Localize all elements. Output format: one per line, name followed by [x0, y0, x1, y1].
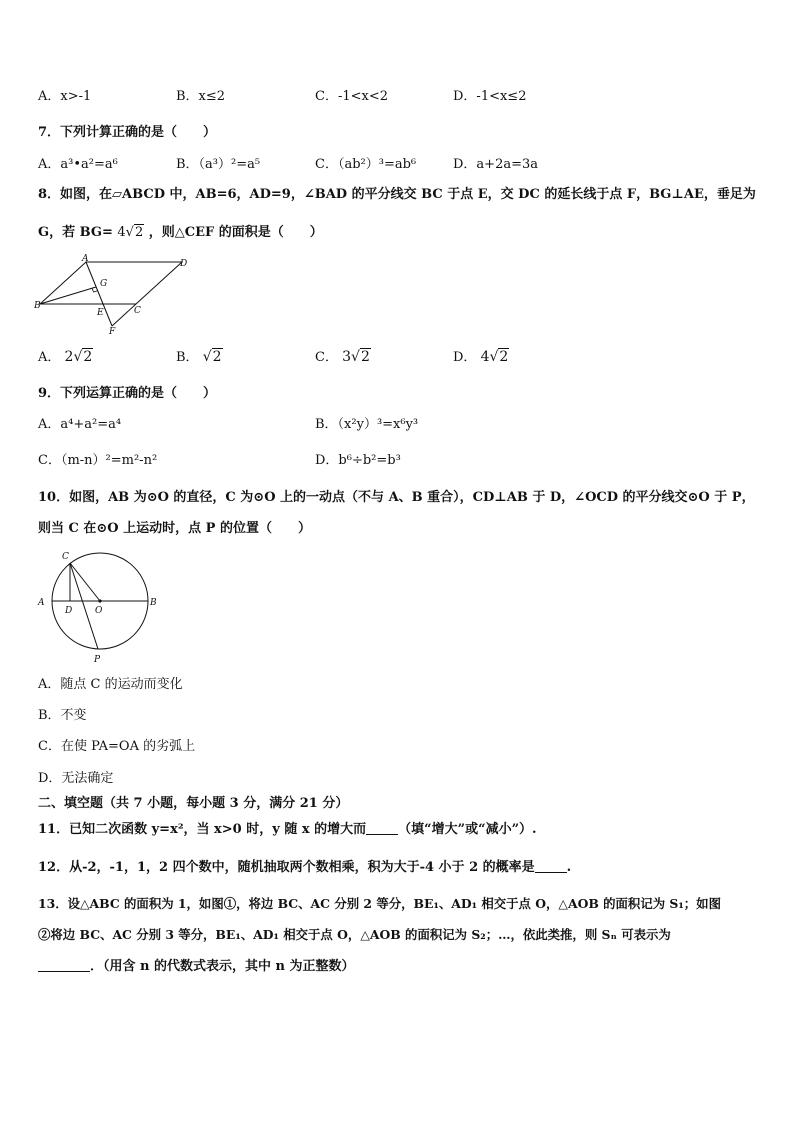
q6-option-b: B．x≤2 [176, 89, 226, 104]
q11-text-post: （填“增大”或“减小”）. [398, 822, 537, 837]
q10-label-b: B [150, 598, 157, 608]
q10-stem-line2: 则当 C 在⊙O 上运动时，点 P 的位置（ ） [38, 521, 311, 536]
q7-option-c: C．（ab²）³=ab⁶ [315, 157, 417, 172]
q8-option-c-label: C． [315, 350, 338, 365]
q8-option-d-coef: 4 [480, 349, 490, 365]
q8-label-e: E [97, 308, 104, 318]
q10-option-a: A．随点 C 的运动而变化 [38, 677, 183, 692]
q10-label-o: O [95, 606, 103, 616]
q7-option-a: A．a³•a²=a⁶ [38, 157, 118, 172]
q7-option-b: B．（a³）²=a⁵ [176, 157, 261, 172]
q11-answer-blank[interactable] [366, 834, 398, 835]
q12-stem [38, 859, 571, 877]
q8-option-c-radicand: 2 [360, 349, 370, 365]
q11-stem [38, 821, 537, 839]
q8-option-c: C． 3√2 [315, 349, 370, 365]
q13-line2: ②将边 BC、AC 分别 3 等分，BE₁、AD₁ 相交于点 O，△AOB 的面积记为 S₂；…，依此类推，则 Sₙ 可表示为 [38, 927, 671, 942]
q8-stem-line1: 8．如图，在▱ABCD 中，AB=6，AD=9，∠BAD 的平分线交 BC 于点 E，交 DC 的延长线于点 F，BG⊥AE，垂足为 [38, 187, 756, 202]
q6-option-c: C．-1<x<2 [315, 89, 388, 104]
q10-label-c: C [62, 552, 69, 562]
q8-option-d-label: D． [453, 350, 477, 365]
q8-option-a-label: A． [38, 350, 61, 365]
q8-bg-value: 4√2 [117, 225, 144, 240]
q10-circle-figure [34, 546, 164, 666]
q6-option-a: A．x>-1 [38, 89, 92, 104]
q13-line3 [38, 958, 355, 976]
q10-option-d: D．无法确定 [38, 771, 114, 786]
q8-label-a: A [82, 254, 89, 264]
q8-option-a: A． 2√2 [38, 349, 93, 365]
q8-bg-radicand: 2 [134, 225, 144, 240]
q9-option-b: B．（x²y）³=x⁶y³ [315, 417, 419, 432]
q9-option-d: D．b⁶÷b²=b³ [315, 453, 401, 468]
q13-answer-blank[interactable] [38, 971, 90, 972]
q8-option-d: D． 4√2 [453, 349, 509, 365]
q8-label-f: F [109, 327, 116, 336]
q8-bg-coef: 4 [117, 225, 126, 240]
q8-option-b: B． √2 [176, 349, 222, 365]
q8-option-c-coef: 3 [342, 349, 352, 365]
q11-text: 11．已知二次函数 y=x²，当 x>0 时，y 随 x 的增大而 [38, 822, 367, 837]
q8-stem-pre: G，若 BG= [38, 225, 113, 240]
q10-label-d: D [65, 606, 73, 616]
q8-option-b-radicand: 2 [212, 349, 222, 365]
q12-answer-blank[interactable] [535, 872, 567, 873]
q8-stem-line2 [38, 224, 323, 242]
q9-stem: 9．下列运算正确的是（ ） [38, 386, 217, 401]
q8-stem-post: ，则△CEF 的面积是（ ） [148, 225, 323, 240]
q10-option-c: C．在使 PA=OA 的劣弧上 [38, 739, 196, 754]
q8-label-d: D [180, 259, 188, 269]
q8-option-d-radicand: 2 [499, 349, 509, 365]
q8-label-g: G [100, 279, 108, 289]
q10-label-a: A [38, 598, 45, 608]
q10-label-p: P [94, 655, 101, 665]
q8-parallelogram-figure [34, 254, 194, 336]
q12-text: 12．从-2，-1，1，2 四个数中，随机抽取两个数相乘，积为大于-4 小于 2 的概率是 [38, 860, 535, 875]
q8-label-b: B [34, 301, 41, 311]
q13-text-post: ．（用含 n 的代数式表示，其中 n 为正整数） [90, 959, 355, 974]
q8-option-a-radicand: 2 [83, 349, 93, 365]
q7-option-d: D．a+2a=3a [453, 157, 539, 172]
q10-stem-line1: 10．如图，AB 为⊙O 的直径，C 为⊙O 上的一动点（不与 A、B 重合），CD⊥AB 于 D，∠OCD 的平分线交⊙O 于 P， [38, 490, 755, 505]
q8-option-a-coef: 2 [64, 349, 74, 365]
q7-stem: 7．下列计算正确的是（ ） [38, 125, 217, 140]
q8-option-b-label: B． [176, 350, 199, 365]
q10-option-b: B．不变 [38, 708, 87, 723]
q13-line1: 13．设△ABC 的面积为 1，如图①，将边 BC、AC 分别 2 等分，BE₁、AD₁ 相交于点 O，△AOB 的面积记为 S₁；如图 [38, 896, 721, 911]
q9-option-c: C．（m-n）²=m²-n² [38, 453, 158, 468]
q6-option-d: D．-1<x≤2 [453, 89, 527, 104]
q8-label-c: C [134, 306, 141, 316]
q12-text-post: . [566, 860, 572, 875]
section-fill-in-heading: 二、填空题（共 7 小题，每小题 3 分，满分 21 分） [38, 796, 349, 811]
q9-option-a: A．a⁴+a²=a⁴ [38, 417, 122, 432]
